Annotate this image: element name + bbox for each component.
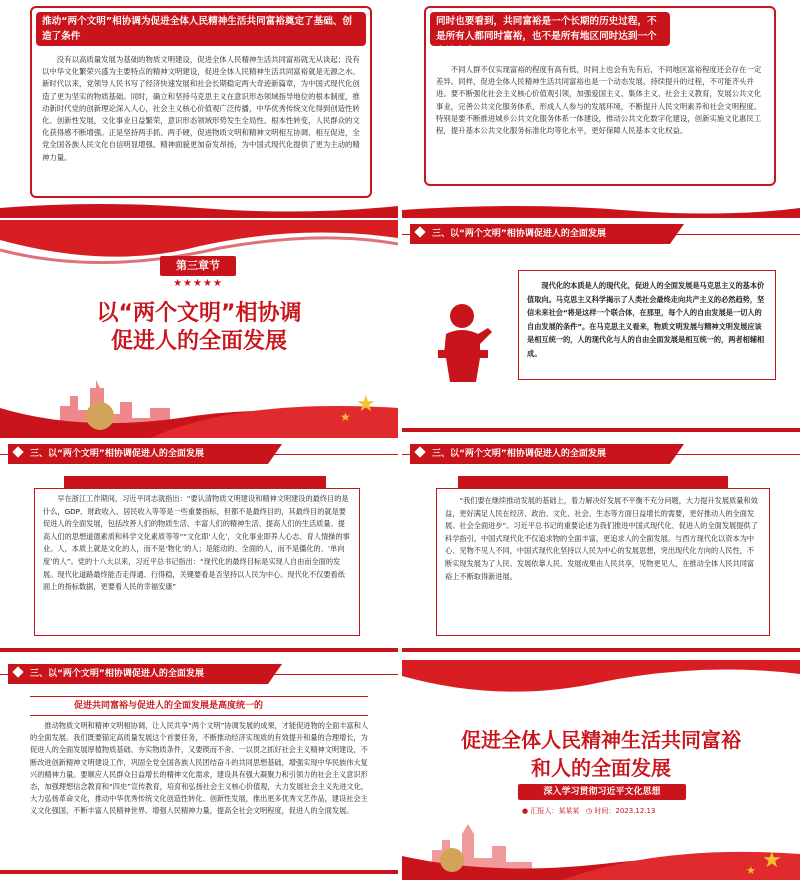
slide-1[interactable]: [0, 0, 398, 218]
speaker-podium-icon: [432, 292, 504, 382]
chapter-badge-text: 第三章节: [176, 259, 220, 272]
lion-statue-2: [440, 848, 464, 872]
slide-7[interactable]: [0, 660, 398, 880]
slide4-textbox: [518, 270, 776, 380]
slide1-textbox: [30, 6, 372, 198]
ending-title-line2: 和人的全面发展: [531, 756, 671, 780]
slide5-top-bar: [64, 476, 326, 488]
slide2-heading: [430, 12, 670, 57]
slide6-header: [402, 440, 800, 468]
ending-title-line1: 促进全体人民精神生活共同富裕: [461, 728, 741, 752]
slide6-textbox: [436, 488, 770, 636]
slide1-heading-text: 推动“两个文明”相协调为促进全体人民精神生活共同富裕奠定了基础、创造了条件: [42, 16, 353, 42]
slide6-section-title: 三、以“两个文明”相协调促进人的全面发展: [432, 449, 606, 459]
slide7-subheading: 促进共同富裕与促进人的全面发展是高度统一的: [74, 701, 264, 711]
slide2-heading-text: 同时也要看到，共同富裕是一个长期的历史过程，不是所有人都同时富裕，也不是所有地区同时达到一个富裕水准: [436, 16, 657, 57]
slide-8[interactable]: [402, 660, 800, 880]
slide8-bottom-city: [402, 810, 800, 880]
slide5-section-title: 三、以“两个文明”相协调促进人的全面发展: [30, 449, 204, 459]
slide7-section-title: 三、以“两个文明”相协调促进人的全面发展: [30, 669, 204, 679]
slide8-top-wave: [402, 660, 800, 720]
slide5-body: 早在浙江工作期间，习近平同志就指出：“要认清物质文明建设和精神文明建设的最终目的是什么，GDP、财政收入、居民收入等等是一些重要指标，但都不是最终目的，其最终目的就是要促进人的全面发展，包括改善人们的物质生活、丰富人们的精神生活、提高人们的生活质量、提高人们的思想道德素质和科学文化素质等等”“文化即‘人化’，文化事业即养人心志、育人情操的事业。人，本质上就是文化的人，而不是‘物化’的人；是能动的、全面的人，而不是僵化的、‘单向度’的人”。党的十八大以来，习近平总书记指出：“现代化的最终目标是实现人自由而全面的发展。现代化道路最终能否走得通、行得稳，关键要看是否坚持以人民为中心。现代化不仅要看纸面上的指标数据，更要看人民的幸福安康”: [43, 494, 350, 592]
person-icon: ●: [522, 807, 529, 815]
slide2-body: 不同人群不仅实现富裕的程度有高有低，时间上也会有先有后，不同地区富裕程度还会存在一定差异。同样，促进全体人民精神生活共同富裕也是一个动态发展、持续提升的过程，不可能齐头并进。要不断强化社会主义核心价值观引领，加强爱国主义、集体主义、社会主义教育，发展公共文化事业，完善公共文化服务体系，形成人人参与的发展环境，不断提升人民文明素养和社会文明程度。特别是要不断推进城乡公共文化服务体系一体建设，推动公共文化数字化建设，创新实施文化惠民工程，提升基本公共文化服务标准化均等化水平，更好保障人民基本文化权益。: [436, 65, 762, 136]
slide5-header: [0, 440, 398, 468]
date-value: 2023.12.13: [615, 807, 656, 815]
reporter-name: 某某某: [558, 807, 580, 815]
slide2-bottom-wave: [402, 200, 800, 218]
slide-4[interactable]: [402, 220, 800, 438]
slide7-header: [0, 660, 398, 688]
stars-row: ★★★★★: [173, 278, 223, 289]
slide7-subheading-box: [30, 696, 368, 716]
date-label: 时间：: [594, 807, 616, 815]
slide4-section-title: 三、以“两个文明”相协调促进人的全面发展: [432, 229, 606, 239]
gold-star-icon: ★: [356, 392, 376, 417]
lion-statue: [86, 402, 114, 430]
gold-star-small-icon: ★: [340, 410, 351, 424]
slide3-bottom-city: [0, 358, 398, 438]
gold-star-small-icon-2: ★: [746, 864, 756, 877]
slide-6[interactable]: [402, 440, 800, 658]
slide4-header: [402, 220, 800, 248]
chapter-badge: [160, 256, 236, 276]
slide7-body: 推动物质文明和精神文明相协调，让人民共享“两个文明”协调发展的成果，才能促进物的全面丰富和人的全面发展。我们既要锚定高质量发展这个首要任务，不断推动经济实现质的有效提升和量的合理增长，为促进人的全面发展厚植物质基础、夯实物质条件，又要锲而不舍、一以贯之抓好社会主义精神文明建设，不断改进创新精神文明建设工作，巩固全党全国各族人民团结奋斗的共同思想基础，增强实现中华民族伟大复兴的精神力量。要顺应人民群众日益增长的精神文化需求，建设具有强大凝聚力和引领力的社会主义意识形态，加强理想信念教育和“四史”宣传教育，培育和弘扬社会主义核心价值观，大力发展社会主义先进文化，大力弘扬革命文化，推动中华优秀传统文化创造性转化、创新性发展，推出更多优秀文艺作品，建设社会主义文化强国，不断丰富人民精神世界、增强人民精神力量，提高全社会文明程度，促进人的全面发展。: [30, 721, 369, 816]
chapter-title-line2: 促进人的全面发展: [110, 329, 287, 354]
slide-3[interactable]: [0, 220, 398, 438]
slide4-body: 现代化的本质是人的现代化，促进人的全面发展是马克思主义的基本价值取向。马克思主义科学揭示了人类社会最终走向共产主义的必然趋势，坚信未来社会“将是这样一个联合体，在那里，每个人的自由发展是一切人的自由发展的条件”。在马克思主义看来，物质文明发展与精神文明发展应该是相互统一的，人的现代化与人的自由全面发展是相互统一的，两者相辅相成。: [527, 281, 765, 358]
slide6-top-bar: [458, 476, 728, 488]
slide-5[interactable]: [0, 440, 398, 658]
slide1-bottom-wave: [0, 200, 398, 218]
slide4-bottom-line: [402, 420, 800, 438]
slide6-bottom-line: [402, 640, 800, 658]
slide1-body: 没有以高质量发展为基础的物质文明建设，促进全体人民精神生活共同富裕就无从谈起；没有以中华文化繁荣兴盛为主要特点的精神文明建设，促进全体人民精神生活共同富裕就是无源之水。新时代以来，党领导人民书写了经济快速发展和社会长期稳定两大奇迹新篇章，为中国式现代化创造了更为坚实的物质基础。同时，确立和坚持马克思主义在意识形态领域指导地位的根本制度，推动新时代党的创新理论深入人心，社会主义核心价值观广泛传播，中华优秀传统文化得到创造性转化、创新性发展，文化事业日益繁荣，意识形态领域形势发生全局性、根本性转变，人民群众的文化获得感不断增强。正是坚持两手抓、两手硬，促进物质文明和精神文明相互协调、相互促进，全党全国各族人民文化自信明显增强、精神面貌更加奋发昂扬，为中国式现代化提供了更为主动的精神力量。: [42, 55, 360, 162]
ending-subtitle: [518, 784, 686, 800]
clock-icon: ◷: [586, 807, 593, 815]
slide5-bottom-line: [0, 640, 398, 658]
slide6-body: “我们要在继续推动发展的基础上，着力解决好发展不平衡不充分问题，大力提升发展质量和效益，更好满足人民在经济、政治、文化、社会、生态等方面日益增长的需要，更好推动人的全面发展、社会全面进步”。习近平总书记的重要论述为我们推进中国式现代化、促进人的全面发展提供了科学指引。中国式现代化不仅追求物的全面丰富，更追求人的全面发展。与西方现代化以资本为中心、见物不见人不同，中国式现代化坚持以人民为中心的发展思想，突出现代化方向的人民性，不断实现发展为了人民、发展依靠人民、发展成果由人民共享，见物更见人，在推动全体人民共同富裕上不断取得新进展。: [445, 496, 758, 581]
chapter-title-line1: 以“两个文明”相协调: [96, 301, 302, 326]
slide7-bottom-line: [0, 862, 398, 880]
slide-2[interactable]: [402, 0, 800, 218]
ending-subtitle-text: 深入学习贯彻习近平文化思想: [543, 787, 661, 797]
slide2-textbox: [424, 6, 776, 186]
slide5-textbox: [34, 488, 360, 636]
slide1-heading: [36, 12, 366, 46]
gold-star-icon-2: ★: [762, 848, 782, 873]
reporter-label: 汇报人：: [530, 807, 559, 815]
